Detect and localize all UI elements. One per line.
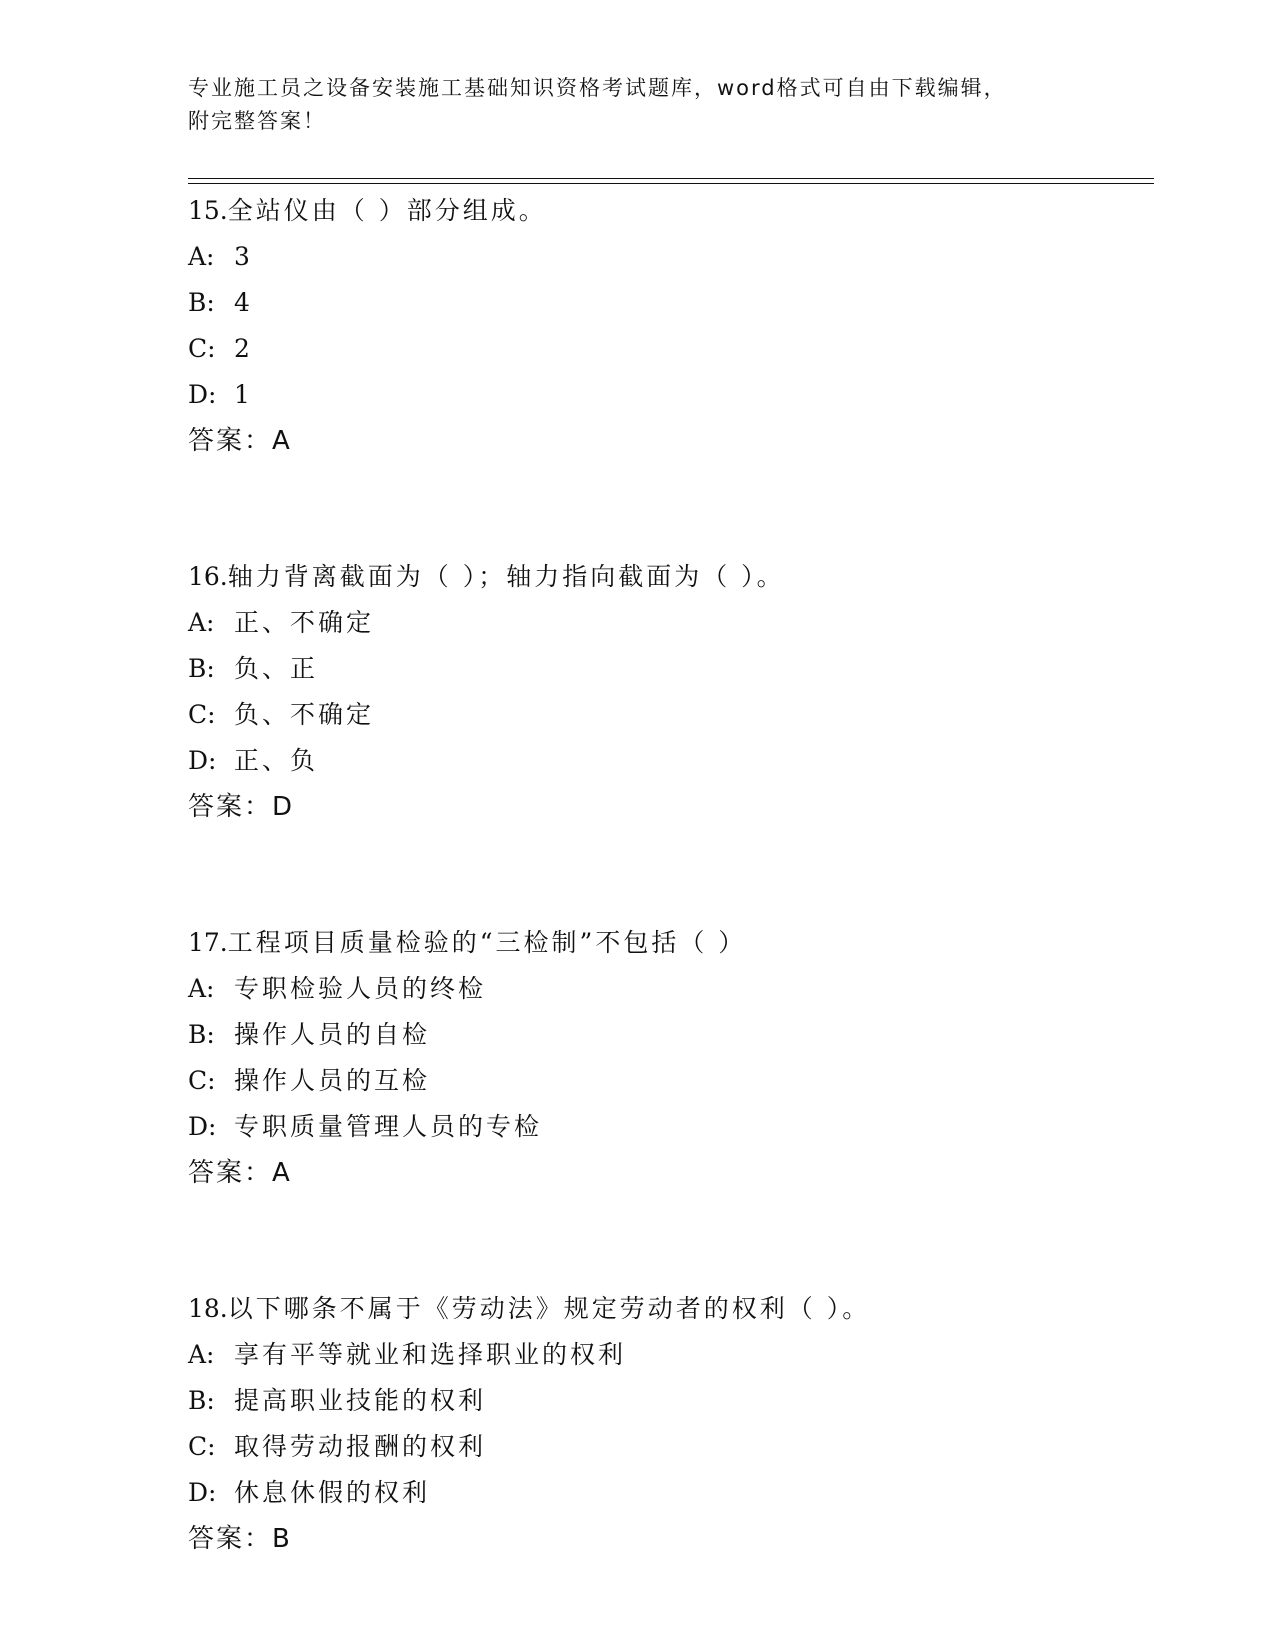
option-letter: B:: [188, 288, 215, 317]
option-a: [188, 600, 1154, 646]
option-text: 专职质量管理人员的专检: [234, 1112, 543, 1141]
question-stem: [188, 188, 1154, 234]
question-stem: [188, 554, 1154, 600]
option-text: 负、不确定: [234, 700, 375, 729]
answer-value: A: [272, 1158, 292, 1188]
option-letter: D:: [188, 380, 217, 409]
header-divider-top: [188, 178, 1154, 179]
option-text: 1: [234, 380, 253, 409]
question-number: 15.: [188, 196, 228, 225]
option-letter: A:: [188, 1340, 215, 1369]
header-divider-bottom: [188, 183, 1154, 184]
option-text: 休息休假的权利: [234, 1478, 431, 1507]
answer-value: D: [272, 792, 295, 822]
option-text: 3: [234, 242, 253, 271]
header-line-2: 附完整答案！: [188, 109, 326, 133]
option-letter: A:: [188, 242, 215, 271]
header-line-1: 专业施工员之设备安装施工基础知识资格考试题库，word格式可自由下载编辑，: [188, 76, 1007, 100]
option-a: [188, 234, 1154, 280]
option-d: [188, 1470, 1154, 1516]
option-text: 专职检验人员的终检: [234, 974, 487, 1003]
question-spacer: [188, 1196, 1154, 1286]
option-text: 正、负: [234, 746, 319, 775]
option-b: [188, 280, 1154, 326]
option-letter: B:: [188, 654, 215, 683]
answer-label: 答案：: [188, 1524, 273, 1554]
answer-label: 答案：: [188, 1158, 273, 1188]
question-text: 以下哪条不属于《劳动法》规定劳动者的权利（ ）。: [227, 1294, 871, 1323]
answer-line: [188, 784, 1154, 830]
option-letter: B:: [188, 1386, 215, 1415]
question-text: 工程项目质量检验的“三检制”不包括（ ）: [227, 928, 747, 957]
option-letter: C:: [188, 700, 216, 729]
option-text: 提高职业技能的权利: [234, 1386, 487, 1415]
option-text: 4: [234, 288, 253, 317]
option-letter: D:: [188, 1112, 217, 1141]
option-letter: C:: [188, 1066, 216, 1095]
option-b: [188, 1378, 1154, 1424]
option-letter: C:: [188, 334, 216, 363]
option-text: 操作人员的自检: [234, 1020, 431, 1049]
option-text: 正、不确定: [234, 608, 375, 637]
answer-value: B: [272, 1524, 292, 1554]
question-17: [188, 920, 1154, 1196]
answer-value: A: [272, 426, 292, 456]
option-c: [188, 692, 1154, 738]
option-a: [188, 966, 1154, 1012]
option-letter: B:: [188, 1020, 215, 1049]
question-text: 轴力背离截面为（ ）；轴力指向截面为（ ）。: [227, 562, 785, 591]
option-letter: D:: [188, 746, 217, 775]
option-text: 操作人员的互检: [234, 1066, 431, 1095]
question-15: [188, 188, 1154, 464]
option-letter: C:: [188, 1432, 216, 1461]
option-c: [188, 326, 1154, 372]
option-d: [188, 1104, 1154, 1150]
question-stem: [188, 1286, 1154, 1332]
answer-line: [188, 1150, 1154, 1196]
question-stem: [188, 920, 1154, 966]
question-16: [188, 554, 1154, 830]
question-text: 全站仪由（ ）部分组成。: [227, 196, 547, 225]
answer-label: 答案：: [188, 792, 273, 822]
option-c: [188, 1424, 1154, 1470]
question-list: [188, 188, 1154, 1562]
option-letter: A:: [188, 974, 215, 1003]
question-number: 18.: [188, 1294, 228, 1323]
question-number: 16.: [188, 562, 228, 591]
question-spacer: [188, 464, 1154, 554]
answer-line: [188, 418, 1154, 464]
answer-line: [188, 1516, 1154, 1562]
option-c: [188, 1058, 1154, 1104]
option-text: 取得劳动报酬的权利: [234, 1432, 487, 1461]
option-a: [188, 1332, 1154, 1378]
option-text: 享有平等就业和选择职业的权利: [234, 1340, 627, 1369]
question-18: [188, 1286, 1154, 1562]
option-b: [188, 646, 1154, 692]
option-b: [188, 1012, 1154, 1058]
option-d: [188, 372, 1154, 418]
option-text: 负、正: [234, 654, 319, 683]
option-text: 2: [234, 334, 253, 363]
option-letter: A:: [188, 608, 215, 637]
option-letter: D:: [188, 1478, 217, 1507]
option-d: [188, 738, 1154, 784]
document-header: [188, 72, 1088, 138]
question-number: 17.: [188, 928, 228, 957]
question-spacer: [188, 830, 1154, 920]
answer-label: 答案：: [188, 426, 273, 456]
